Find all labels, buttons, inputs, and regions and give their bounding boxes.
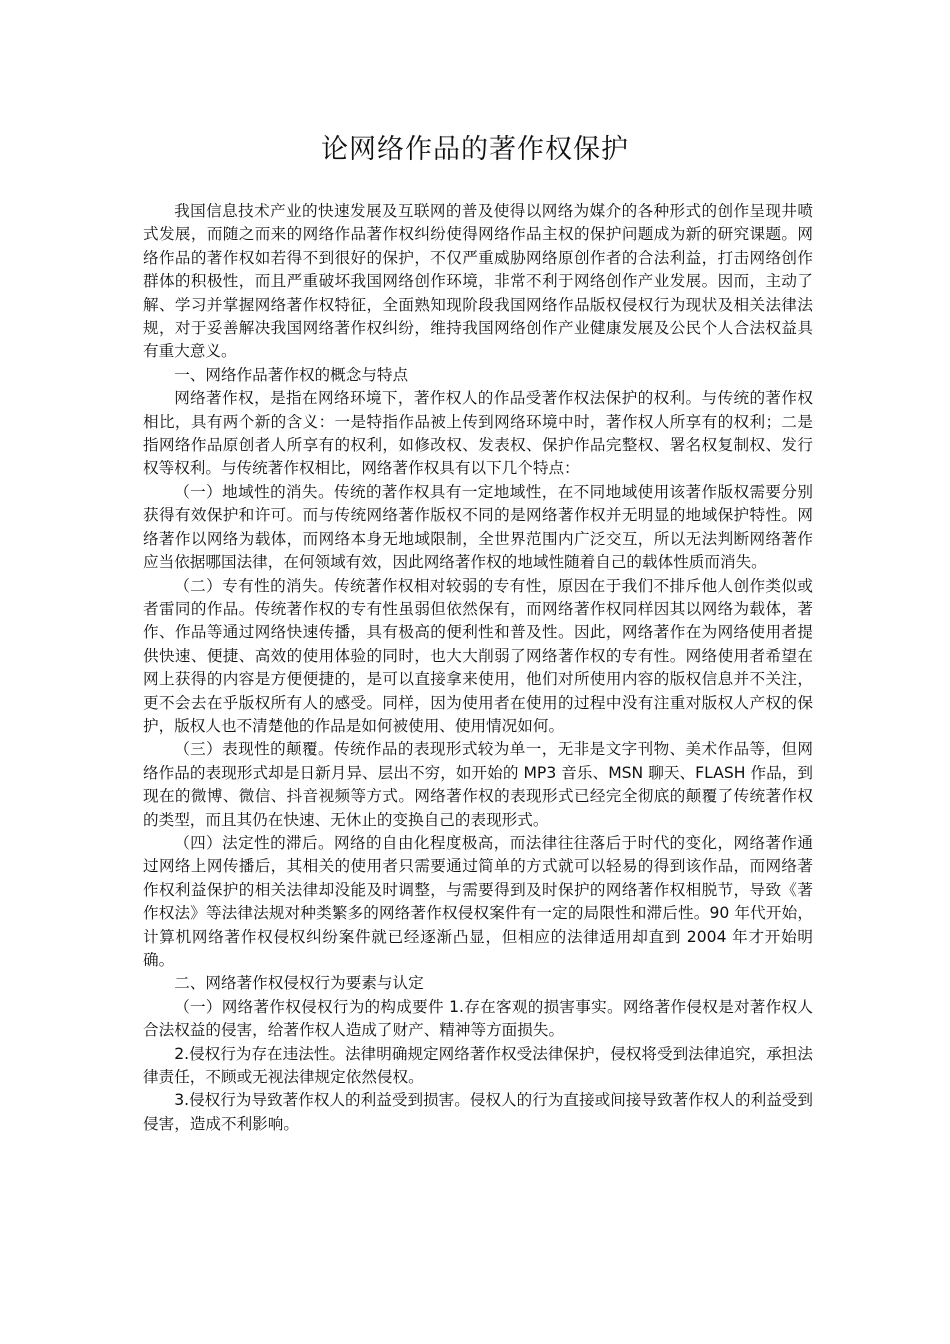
document-body: [143, 200, 813, 1136]
paragraph-feature-2: （二）专有性的消失。传统著作权相对较弱的专有性，原因在于我们不排斥他人创作类似或者雷同的作品。传统著作权的专有性虽弱但依然保有，而网络著作权同样因其以网络为载体，著作、作品等通过网络快速传播，具有极高的便利性和普及性。因此，网络著作在为网络使用者提供快速、便捷、高效的使用体验的同时，也大大削弱了网络著作权的专有性。网络使用者希望在网上获得的内容是方便便捷的，是可以直接拿来使用，他们对所使用内容的版权信息并不关注，更不会去在乎版权所有人的感受。同样，因为使用者在使用的过程中没有注重对版权人产权的保护，版权人也不清楚他的作品是如何被使用、使用情况如何。: [143, 576, 813, 735]
section-heading-2: 二、网络著作权侵权行为要素与认定: [174, 974, 424, 993]
paragraph-intro: 我国信息技术产业的快速发展及互联网的普及使得以网络为媒介的各种形式的创作呈现井喷式发展，而随之而来的网络作品著作权纠纷使得网络作品主权的保护问题成为新的研究课题。网络作品的著作权如若得不到很好的保护，不仅严重威胁网络原创作者的合法利益，打击网络创作群体的积极性，而且严重破坏我国网络创作环境，非常不利于网络创作产业发展。因而，主动了解、学习并掌握网络著作权特征，全面熟知现阶段我国网络作品版权侵权行为现状及相关法律法规，对于妥善解决我国网络著作权纠纷，维持我国网络创作产业健康发展及公民个人合法权益具有重大意义。: [143, 202, 813, 361]
document-title: 论网络作品的著作权保护: [321, 134, 629, 165]
paragraph-element-1: （一）网络著作权侵权行为的构成要件 1.存在客观的损害事实。网络著作侵权是对著作权人合法权益的侵害，给著作权人造成了财产、精神等方面损失。: [143, 997, 813, 1040]
paragraph-feature-4: （四）法定性的滞后。网络的自由化程度极高，而法律往往落后于时代的变化，网络著作通过网络上网传播后，其相关的使用者只需要通过简单的方式就可以轻易的得到该作品，而网络著作权利益保护的相关法律却没能及时调整，与需要得到及时保护的网络著作权相脱节，导致《著作权法》等法律法规对种类繁多的网络著作权侵权案件有一定的局限性和滞后性。90 年代开始，计算机网络著作权侵权纠纷案件就已经逐渐凸显，但相应的法律适用却直到 2004 年才开始明确。: [143, 833, 813, 969]
paragraph-element-3: 3.侵权行为导致著作权人的利益受到损害。侵权人的行为直接或间接导致著作权人的利益受到侵害，造成不利影响。: [143, 1091, 813, 1133]
paragraph-feature-1: （一）地域性的消失。传统的著作权具有一定地域性，在不同地域使用该著作版权需要分别获得有效保护和许可。而与传统网络著作版权不同的是网络著作权并无明显的地域保护特性。网络著作以网络为载体，而网络本身无地域限制，全世界范围内广泛交互，所以无法判断网络著作应当依据哪国法律，在何领域有效，因此网络著作权的地域性随着自己的载体性质而消失。: [143, 482, 813, 572]
section-heading-1: 一、网络作品著作权的概念与特点: [174, 365, 409, 384]
paragraph-element-2: 2.侵权行为存在违法性。法律明确规定网络著作权受法律保护，侵权将受到法律追究，承担法律责任，不顾或无视法律规定依然侵权。: [143, 1044, 813, 1087]
paragraph-definition: 网络著作权，是指在网络环境下，著作权人的作品受著作权法保护的权利。与传统的著作权相比，具有两个新的含义：一是特指作品被上传到网络环境中时，著作权人所享有的权利；二是指网络作品原创者人所享有的权利，如修改权、发表权、保护作品完整权、署名权复制权、发行权等权利。与传统著作权相比，网络著作权具有以下几个特点：: [143, 389, 813, 478]
paragraph-feature-3: （三）表现性的颠覆。传统作品的表现形式较为单一，无非是文字刊物、美术作品等，但网络作品的表现形式却是日新月异、层出不穷，如开始的 MP3 音乐、MSN 聊天、FLASH 作品，到现在的微博、微信、抖音视频等方式。网络著作权的表现形式已经完全彻底的颠覆了传统著作权的类型，而且其仍在快速、无休止的变换自己的表现形式。: [143, 740, 813, 829]
